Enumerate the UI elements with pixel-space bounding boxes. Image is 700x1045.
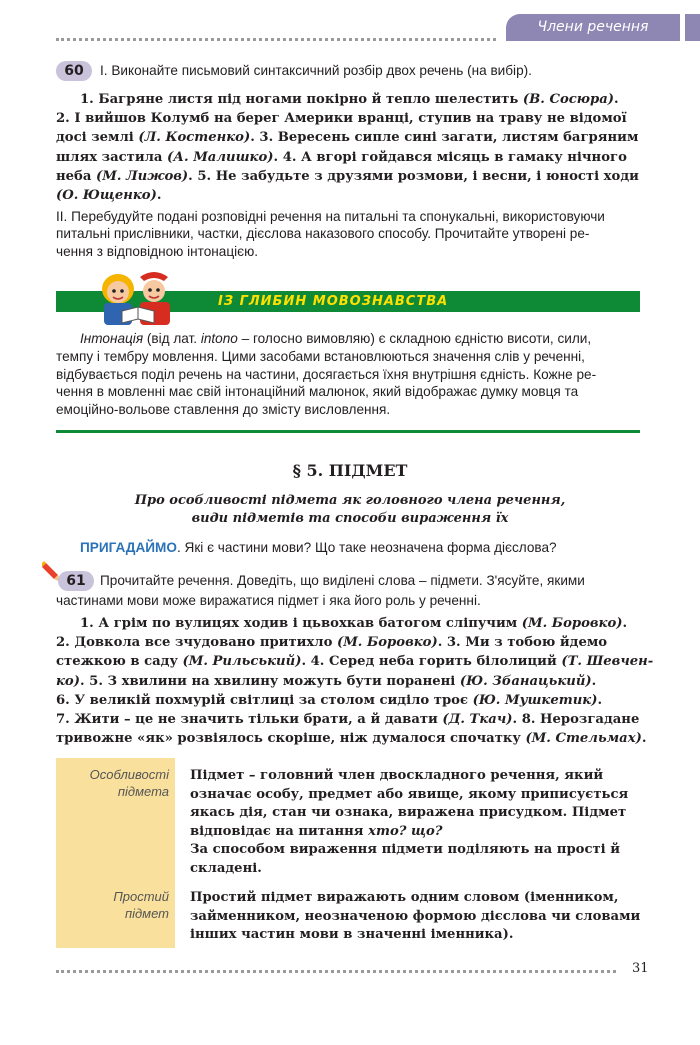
citation: (А. Малишко) [167,149,274,165]
section-tab: Члени речення [506,14,680,41]
text-segment: . 5. Не забудьте з друзями розмови, і весни, і юності ходи [188,168,639,184]
text-line [56,148,656,167]
text-segment: 1. Багряне листя під ногами покірно й тепло шелестить [80,92,523,107]
text-segment: (від лат. [143,331,201,346]
rule-label-line: Простий [113,889,169,904]
citation: (Ю. Збанацький) [459,673,592,689]
text-segment: 6. У великій похмурій світлиці за столом сиділо троє [56,692,473,708]
text-segment: 7. Жити – це не значить тільки брати, а й давати [56,712,443,727]
citation: (М. Лижов) [95,168,189,184]
text-segment: складені. [190,861,262,876]
exercise-task: І. Виконайте письмовий синтаксичний розбір двох речень (на вибір). [100,63,532,78]
citation: intono [200,331,238,346]
citation: (Л. Костенко) [138,130,251,146]
section-subtitle [100,492,600,528]
rule-label-line: підмет [124,906,169,921]
text-segment: . [622,616,628,631]
text-segment: означає особу, предмет або явище, якому приписується [190,786,629,802]
citation: (М. Боровко) [521,616,623,631]
text-segment: шлях застила [56,149,168,165]
text-segment: . 4. Серед неба горить білолиций [301,654,562,670]
text-line [56,348,656,366]
text-line [190,785,650,804]
footer-dotted-rule [56,970,616,973]
linguistics-bottom-rule [56,430,640,433]
text-line [56,710,656,729]
text-line [190,822,650,841]
text-line [190,907,650,926]
text-segment: досі землі [56,130,139,146]
page-number: 31 [632,961,649,976]
text-segment: Підмет – головний член двоскладного речення, який [190,768,604,783]
text-segment: відбувається поділ речень на частини, досягається їхня внутрішня єдність. Кожне ре- [56,366,597,382]
text-segment: . [597,692,603,708]
linguistics-title: ІЗ ГЛИБИН МОВОЗНАВСТВА [218,294,449,309]
text-line: ІІ. Перебудуйте подані розповідні речення на питальні та спонукальні, використовуючи [56,209,605,224]
text-line: частинами мови може виражатися підмет і яка його роль у реченні. [56,592,481,608]
text-segment: . [591,673,597,689]
text-line [56,652,656,671]
text-line: питальні прислівники, частки, дієслова наказового способу. Прочитайте утворені ре- [56,226,590,242]
text-segment: . 3. Вересень сипле сині загати, листям багряним [250,130,639,146]
text-segment: – голосно вимовляю) є складною єдністю висоти, сили, [237,331,592,346]
text-line [56,366,656,384]
text-segment: займенником, неозначеною формою дієслова чи словами [190,908,641,924]
rule-label-simple-subject [56,888,169,922]
text-segment: . [641,731,647,747]
text-segment: . [613,92,619,107]
text-line [80,614,680,633]
text-segment: стежкою в саду [56,654,183,670]
text-segment: За способом вираження підмети поділяють на прості й [190,842,621,858]
text-segment: чення в мовленні має свій інтонаційний малюнок, який відображає думку мовця та [56,384,579,400]
text-line [80,330,680,348]
citation: ко) [56,673,80,689]
rule-label-subject-features [56,766,169,800]
text-segment: неба [56,168,96,184]
text-segment: . 4. А вгорі гойдався місяць в гамаку нічного [273,149,627,165]
text-segment: темпу і тембру мовлення. Цими засобами встановлюються значення слів у реченні, [56,348,585,364]
text-segment: . 5. З хвилини на хвилину можуть бути поранені [79,673,460,689]
text-segment: 2. І вийшов Колумб на берег Америки вранці, ступив на траву не відомої [56,111,627,127]
remember-label: ПРИГАДАЙМО [80,540,177,555]
section-subtitle-line: види підметів та способи вираження їх [191,511,509,526]
citation: хто? що? [368,823,443,839]
citation: (О. Ющенко) [56,188,157,203]
text-line: Прочитайте речення. Доведіть, що виділені слова – підмети. З'ясуйте, якими [100,573,585,588]
text-segment: . 8. Нерозгадане [512,712,640,727]
rule-label-line: підмета [117,784,169,799]
text-line [190,803,650,822]
text-line [56,633,656,652]
text-line [190,888,650,907]
text-segment: тривожне «як» розвіялось скоріше, ніж думалося спочатку [56,731,526,747]
header-dotted-rule [56,38,496,41]
exercise-number-badge: 60 [56,61,92,81]
text-segment: відповідає на питання [190,823,369,839]
text-line [56,186,656,205]
remember-prompt [80,540,557,555]
text-line [190,859,650,878]
text-line [56,128,656,147]
text-segment: 2. Довкола все зчудовано притихло [56,635,337,651]
text-segment: 1. А грім по вулицях ходив і цьвохкав батогом сліпучим [80,616,522,631]
text-line [80,90,680,109]
text-line [56,401,656,419]
rule-label-line: Особливості [89,767,169,782]
text-line [190,840,650,859]
remember-text: . Які є частини мови? Що таке неозначена форма дієслова? [176,540,557,555]
citation: (М. Стельмах) [525,731,642,747]
text-segment: Простий підмет виражають одним словом (іменником, [190,890,619,905]
citation: (М. Рильський) [182,654,302,670]
text-line [56,109,656,128]
exercise-number-badge: 61 [58,571,94,591]
section-title: § 5. ПІДМЕТ [292,461,408,480]
text-line [56,383,656,401]
citation: (В. Сосюра) [522,92,614,107]
text-segment: інших частин мови в значенні іменника). [190,927,514,943]
section-subtitle-line: Про особливості підмета як головного члена речення, [134,493,566,508]
text-line: чення з відповідною інтонацією. [56,243,259,259]
citation: (М. Боровко) [336,635,438,651]
reading-children-icon [92,267,182,327]
text-segment: емоційно-вольове ставлення до змісту висловлення. [56,402,391,418]
text-segment: якась дія, стан чи ознака, виражена присудком. Підмет [190,805,627,821]
citation: (Ю. Мушкетик) [472,692,598,708]
text-line [56,691,656,710]
text-line [56,167,656,186]
text-line [190,766,650,785]
section-tab-edge [685,14,700,41]
text-segment: . [156,188,162,203]
text-segment: . 3. Ми з тобою йдемо [437,635,608,651]
citation: (Т. Шевчен- [561,654,654,670]
citation: Інтонація [80,331,144,346]
text-line [56,672,656,691]
citation: (Д. Ткач) [442,712,513,727]
text-line [190,925,650,944]
text-line [56,729,656,748]
